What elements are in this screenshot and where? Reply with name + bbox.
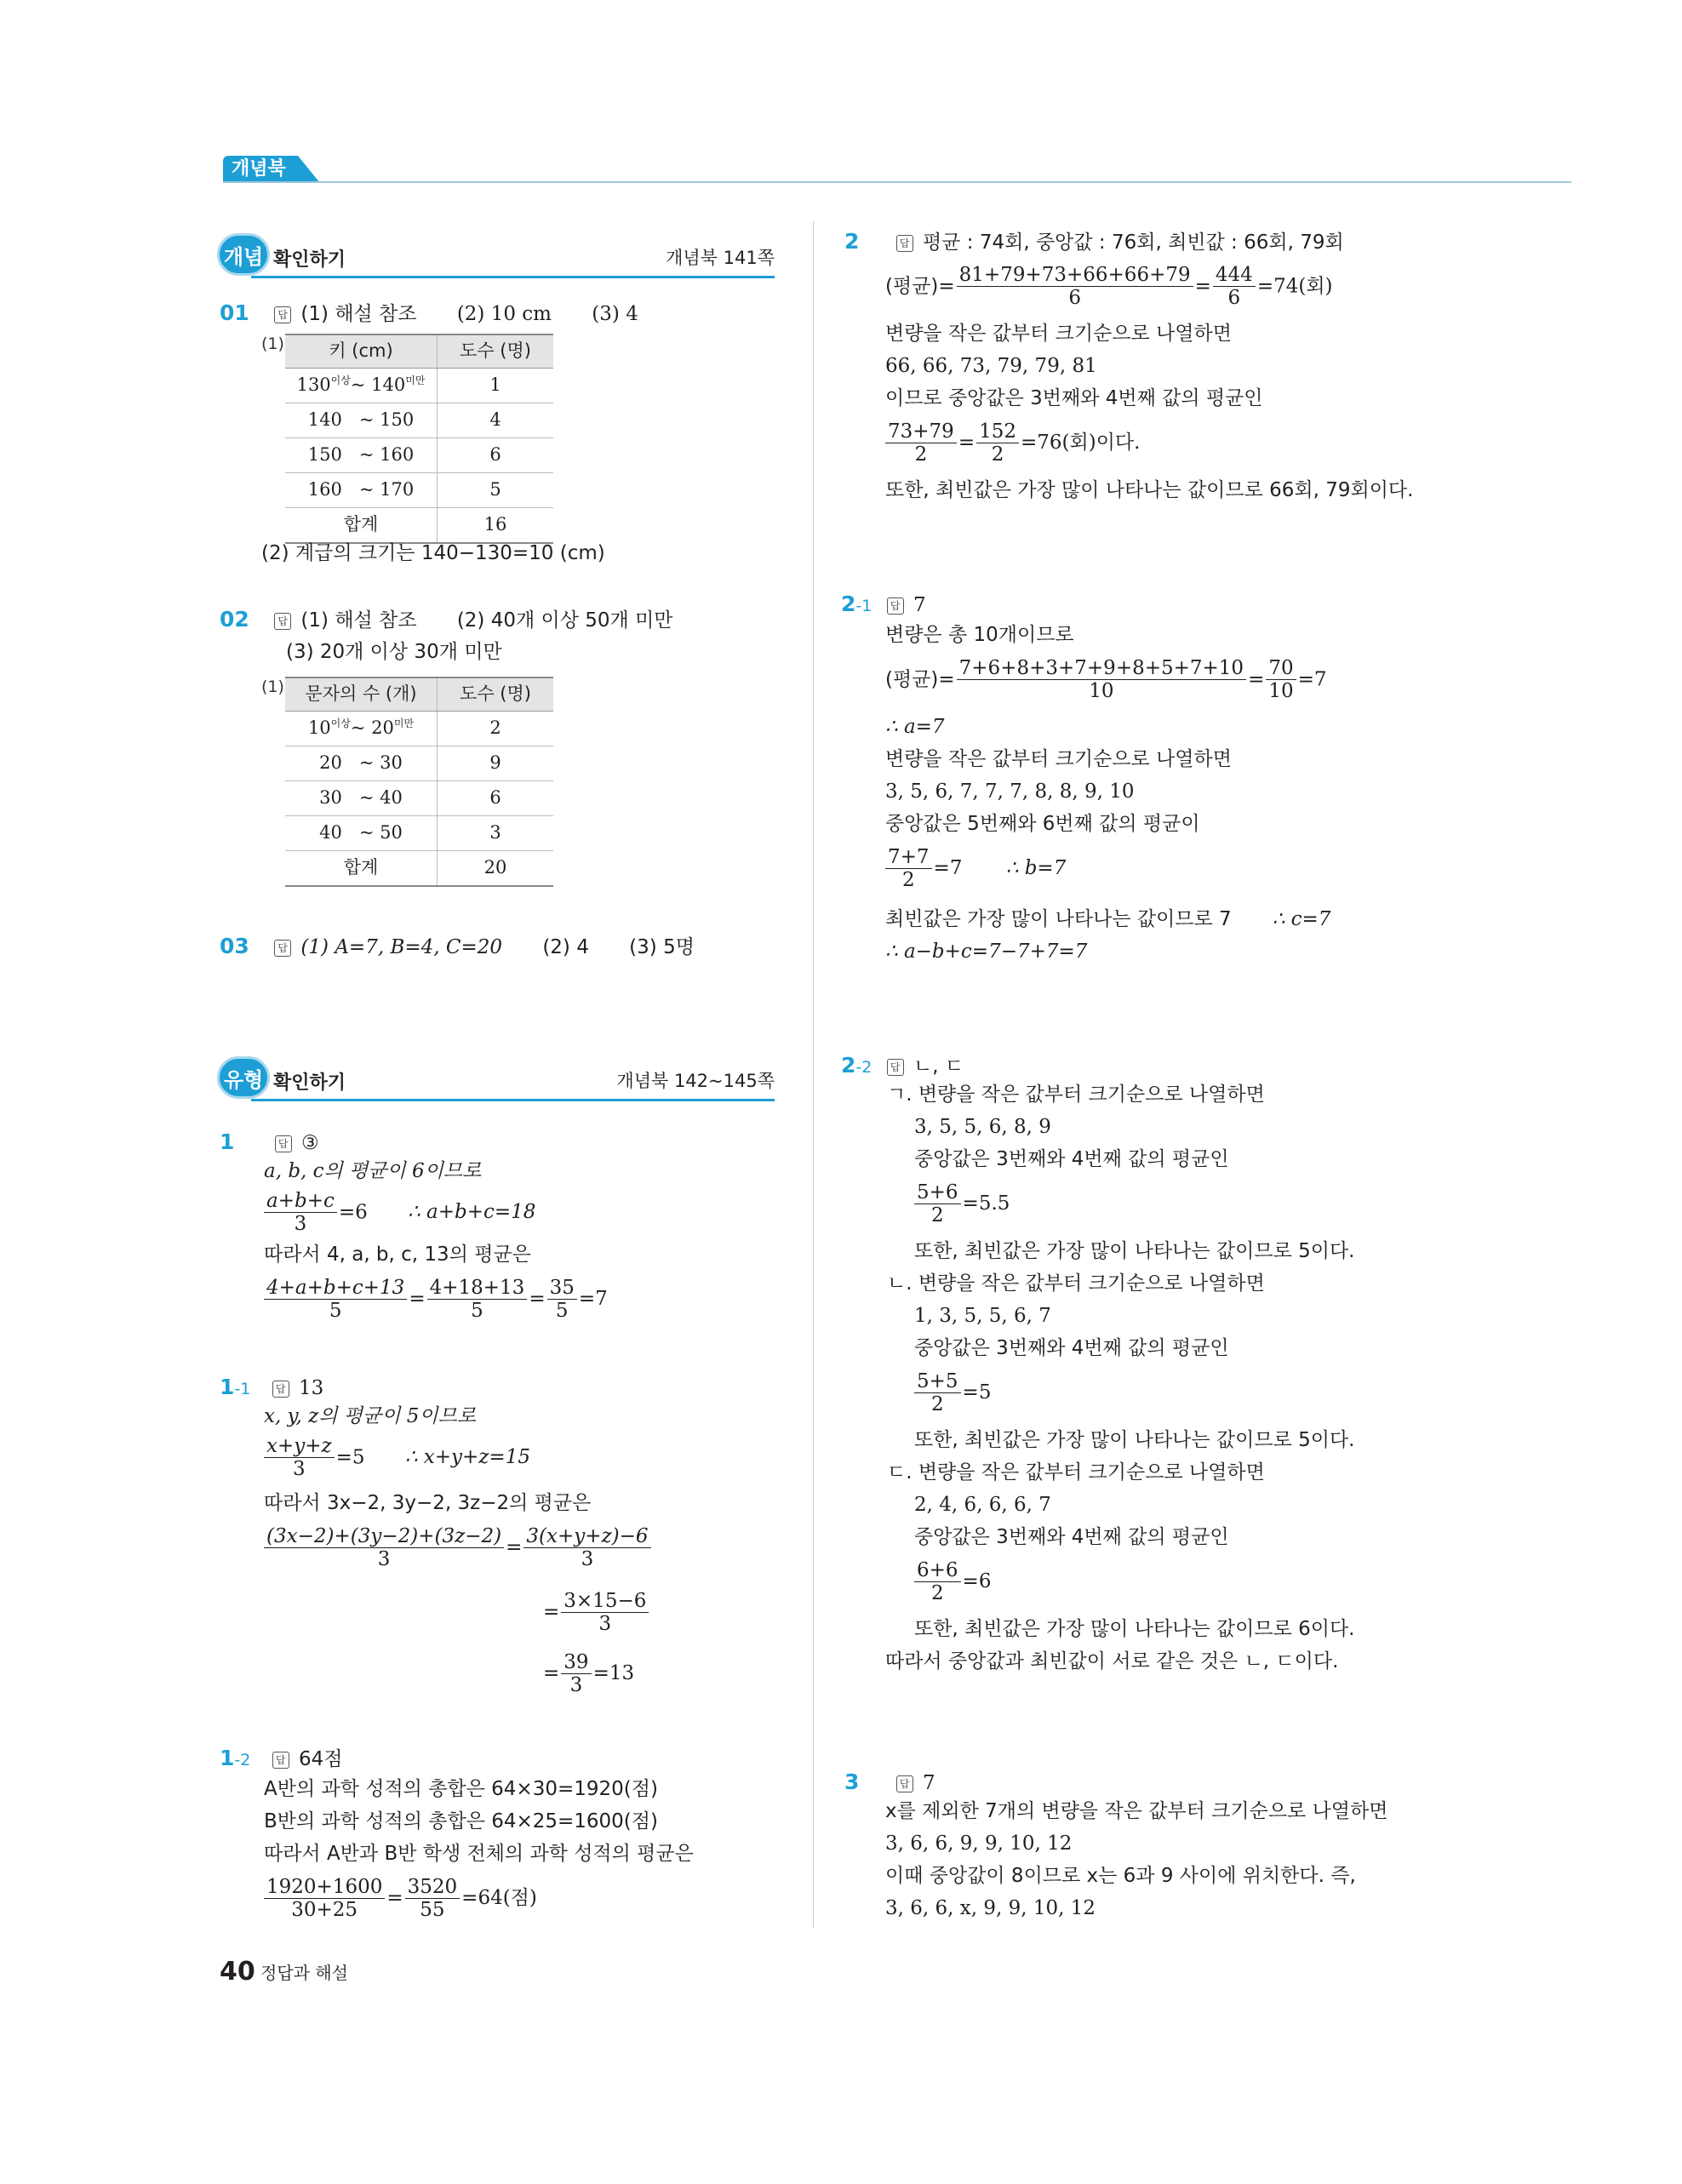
answer: 64점 [298,1748,343,1770]
fraction: $\frac{39}{3}$ [561,1651,591,1697]
answer-part: (2) 40개 이상 50개 미만 [456,609,673,632]
solution-fraction-line: $\frac{1920+1600}{30+25}$ = $\frac{3520}{55}$ =64(점) [262,1876,537,1922]
table-row: 160 ~ 170 5 [285,473,553,508]
problem-1-answer-line [220,1129,319,1157]
table-row: $130^{이상}\sim$ $140^{미만}$ 1 [285,369,553,403]
table-total-row: 합계 16 [285,508,553,544]
answer-part: (1) A=7, B=4, C=20 [300,936,503,958]
table-header: 키 (cm) [285,334,438,369]
problem-number: 2-2 [841,1053,872,1078]
section-page-ref: 개념북 142~145쪽 [616,1071,775,1091]
solution-line: 중앙값은 3번째와 4번째 값의 평균인 [914,1337,1229,1359]
q01-explanation: (2) 계급의 크기는 140−130=10 (cm) [261,542,605,564]
problem-number: 2 [844,229,860,254]
fraction: $\frac{5+5}{2}$ [914,1370,961,1416]
solution-fraction-line: $\frac{7+7}{2}$ =7 ∴ b=7 [884,846,1066,892]
table-label: (1) [261,334,284,353]
answer-icon: 답 [274,940,291,957]
solution-line: 중앙값은 3번째와 4번째 값의 평균인 [914,1526,1229,1548]
solution-line: 최빈값은 가장 많이 나타나는 값이므로 7 ∴ c=7 [885,908,1331,930]
header-rule [223,181,1571,183]
solution-line: 따라서 3x−2, 3y−2, 3z−2의 평균은 [264,1492,592,1514]
solution-line: 3, 5, 5, 6, 8, 9 [914,1116,1051,1138]
problem-2-1-answer-line [841,591,926,619]
solution-line: 또한, 최빈값은 가장 많이 나타나는 값이므로 6이다. [914,1618,1355,1640]
problem-1-1-answer-line [220,1374,323,1402]
fraction: $\frac{6+6}{2}$ [914,1559,961,1605]
solution-fraction-line: $\frac{73+79}{2}$ = $\frac{152}{2}$ =76(회)이다. [884,420,1140,466]
page-number: 40 [220,1957,255,1987]
fraction: $\frac{70}{10}$ [1266,657,1296,703]
answer: 7 [923,1772,935,1794]
section-rule [251,276,775,278]
answer-icon: 답 [896,1775,913,1792]
answer: 평균 : 74회, 중앙값 : 76회, 최빈값 : 66회, 79회 [923,232,1344,254]
section-rule [251,1099,775,1101]
answer-part: (1) 해설 참조 [300,303,417,325]
solution-fraction-line: $\frac{4+a+b+c+13}{5}$ = $\frac{4+18+13}{5}$ = $\frac{35}{5}$ =7 [262,1277,608,1323]
solution-line: 따라서 4, a, b, c, 13의 평균은 [264,1244,531,1266]
question-number: 02 [220,607,249,632]
solution-line: 변량을 작은 값부터 크기순으로 나열하면 [885,323,1232,345]
table-row: $10^{이상}\sim$ $20^{미만}$ 2 [285,712,553,746]
solution-line: 2, 4, 6, 6, 6, 7 [914,1494,1051,1516]
problem-number: 1-1 [220,1375,251,1399]
table-header: 문자의 수 (개) [285,677,438,712]
solution-line: 또한, 최빈값은 가장 많이 나타나는 값이므로 5이다. [914,1240,1355,1262]
answer-icon: 답 [274,306,291,323]
answer-part: (3) 5명 [629,936,695,958]
section-badge: 개념 [217,233,270,276]
table-row: 30 ~ 40 6 [285,781,553,816]
solution-fraction-line: $\frac{x+y+z}{3}$ =5 ∴ x+y+z=15 [262,1435,530,1481]
answer-part: (3) 4 [592,303,638,325]
solution-line: 3, 6, 6, x, 9, 9, 10, 12 [885,1897,1096,1919]
solution-line: A반의 과학 성적의 총합은 64×30=1920(점) [264,1778,658,1800]
answer-icon: 답 [272,1381,289,1398]
solution-line: ∴ a−b+c=7−7+7=7 [885,940,1088,963]
solution-fraction-line: (평균)= $\frac{7+6+8+3+7+9+8+5+7+10}{10}$ = $\frac{70}{10}$ =7 [885,657,1327,703]
fraction: $\frac{3520}{55}$ [405,1876,461,1922]
question-number: 03 [220,934,249,958]
solution-fraction-line: (평균)= $\frac{81+79+73+66+66+79}{6}$ = $\frac{444}{6}$ =74(회) [885,264,1333,310]
fraction: $\frac{1920+1600}{30+25}$ [264,1876,385,1922]
solution-line: B반의 과학 성적의 총합은 64×25=1600(점) [264,1810,658,1832]
answer-icon: 답 [887,1059,904,1076]
section-title: 확인하기 [273,249,346,271]
fraction: $\frac{a+b+c}{3}$ [264,1190,337,1236]
table-row: 140 ~ 150 4 [285,403,553,438]
fraction: $\frac{5+6}{2}$ [914,1181,961,1227]
answer-part: (2) 10 cm [456,303,552,325]
section-title: 확인하기 [273,1072,346,1094]
answer: ③ [301,1132,319,1154]
answer-icon: 답 [896,235,913,252]
problem-number: 1 [220,1129,235,1154]
table-row: 20 ~ 30 9 [285,746,553,781]
question-03-answer-line [220,933,695,961]
solution-line: 또한, 최빈값은 가장 많이 나타나는 값이므로 5이다. [914,1429,1355,1451]
fraction: $\frac{7+7}{2}$ [885,846,932,892]
problem-3-answer-line [844,1769,935,1797]
solution-fraction-line: = $\frac{39}{3}$ =13 [543,1651,635,1697]
solution-fraction-line: = $\frac{3\times 15-6}{3}$ [543,1590,650,1636]
question-01-answer-line [220,300,638,328]
table-header: 도수 (명) [438,677,554,712]
table-header: 도수 (명) [438,334,554,369]
section-page-ref: 개념북 141쪽 [666,248,775,268]
problem-number: 1-2 [220,1746,251,1770]
header-tab-tail [298,156,320,183]
solution-line: ㄷ. 변량을 작은 값부터 크기순으로 나열하면 [887,1461,1265,1484]
problem-2-answer-line [844,228,1344,256]
fraction: $\frac{(3x-2)+(3y-2)+(3z-2)}{3}$ [264,1525,504,1571]
problem-1-2-answer-line [220,1745,342,1773]
solution-line: 3, 5, 6, 7, 7, 7, 8, 8, 9, 10 [885,780,1135,803]
table-total-row: 합계 20 [285,851,553,887]
question-number: 01 [220,300,249,325]
fraction: $\frac{35}{5}$ [547,1277,577,1323]
concept-section-header [217,228,775,283]
solution-line: 1, 3, 5, 5, 6, 7 [914,1305,1051,1327]
table-row: 40 ~ 50 3 [285,816,553,851]
fraction: $\frac{152}{2}$ [976,420,1019,466]
table-label: (1) [261,677,284,696]
answer: ㄴ, ㄷ [913,1055,964,1078]
fraction: $\frac{3(x+y+z)-6}{3}$ [523,1525,650,1571]
solution-line: 변량은 총 10개이므로 [885,624,1074,646]
fraction: $\frac{81+79+73+66+66+79}{6}$ [957,264,1193,310]
column-divider [813,221,814,1928]
answer-icon: 답 [275,1135,292,1152]
solution-line: 또한, 최빈값은 가장 많이 나타나는 값이므로 66회, 79회이다. [885,479,1414,501]
fraction: $\frac{3\times 15-6}{3}$ [561,1590,649,1636]
answer-icon: 답 [274,613,291,630]
answer: 13 [298,1377,324,1399]
frequency-table-height [285,334,553,544]
header-tab: 개념북 [223,156,298,183]
solution-line: 변량을 작은 값부터 크기순으로 나열하면 [885,748,1232,770]
answer-part: (3) 20개 이상 30개 미만 [286,641,502,663]
problem-2-2-answer-line [841,1052,964,1080]
solution-line: 중앙값은 5번째와 6번째 값의 평균이 [885,813,1200,835]
section-badge: 유형 [217,1056,270,1099]
solution-fraction-line: $\frac{6+6}{2}$ =6 [913,1559,991,1605]
solution-fraction-line: $\frac{5+5}{2}$ =5 [913,1370,991,1416]
solution-line: 이때 중앙값이 8이므로 x는 6과 9 사이에 위치한다. 즉, [885,1865,1356,1887]
solution-line: 이므로 중앙값은 3번째와 4번째 값의 평균인 [885,387,1263,409]
solution-line: 3, 6, 6, 9, 9, 10, 12 [885,1832,1073,1855]
fraction: $\frac{4+a+b+c+13}{5}$ [264,1277,407,1323]
table-row: 150 ~ 160 6 [285,438,553,473]
fraction: $\frac{73+79}{2}$ [885,420,957,466]
answer: 7 [913,594,926,616]
footer-label: 정답과 해설 [260,1963,348,1983]
problem-number: 2-1 [841,592,872,616]
solution-fraction-line: $\frac{a+b+c}{3}$ =6 ∴ a+b+c=18 [262,1190,535,1236]
solution-line: ㄱ. 변량을 작은 값부터 크기순으로 나열하면 [887,1083,1265,1106]
fraction: $\frac{444}{6}$ [1213,264,1256,310]
answer-icon: 답 [272,1752,289,1769]
answer-part: (2) 4 [542,936,589,958]
problem-number: 3 [844,1769,860,1794]
solution-line: x, y, z의 평균이 5이므로 [264,1405,477,1427]
fraction: $\frac{x+y+z}{3}$ [264,1435,335,1481]
solution-conclusion: 따라서 중앙값과 최빈값이 서로 같은 것은 ㄴ, ㄷ이다. [885,1650,1339,1672]
fraction: $\frac{7+6+8+3+7+9+8+5+7+10}{10}$ [957,657,1246,703]
solution-fraction-line: $\frac{(3x-2)+(3y-2)+(3z-2)}{3}$ = $\frac{3(x+y+z)-6}{3}$ [262,1525,653,1571]
solution-line: 66, 66, 73, 79, 79, 81 [885,355,1097,377]
solution-line: 따라서 A반과 B반 학생 전체의 과학 성적의 평균은 [264,1843,694,1865]
answer-icon: 답 [887,597,904,615]
solution-fraction-line: $\frac{5+6}{2}$ =5.5 [913,1181,1010,1227]
solution-line: x를 제외한 7개의 변량을 작은 값부터 크기순으로 나열하면 [885,1800,1388,1822]
answer-part: (1) 해설 참조 [300,609,417,632]
solution-line: 중앙값은 3번째와 4번째 값의 평균인 [914,1148,1229,1170]
type-section-header [217,1051,775,1106]
solution-line: ㄴ. 변량을 작은 값부터 크기순으로 나열하면 [887,1272,1265,1295]
solution-line: ∴ a=7 [885,716,945,738]
question-02-answer-line [220,606,672,634]
solution-line: a, b, c의 평균이 6이므로 [264,1160,482,1182]
frequency-table-letters [285,677,553,887]
fraction: $\frac{4+18+13}{5}$ [427,1277,528,1323]
